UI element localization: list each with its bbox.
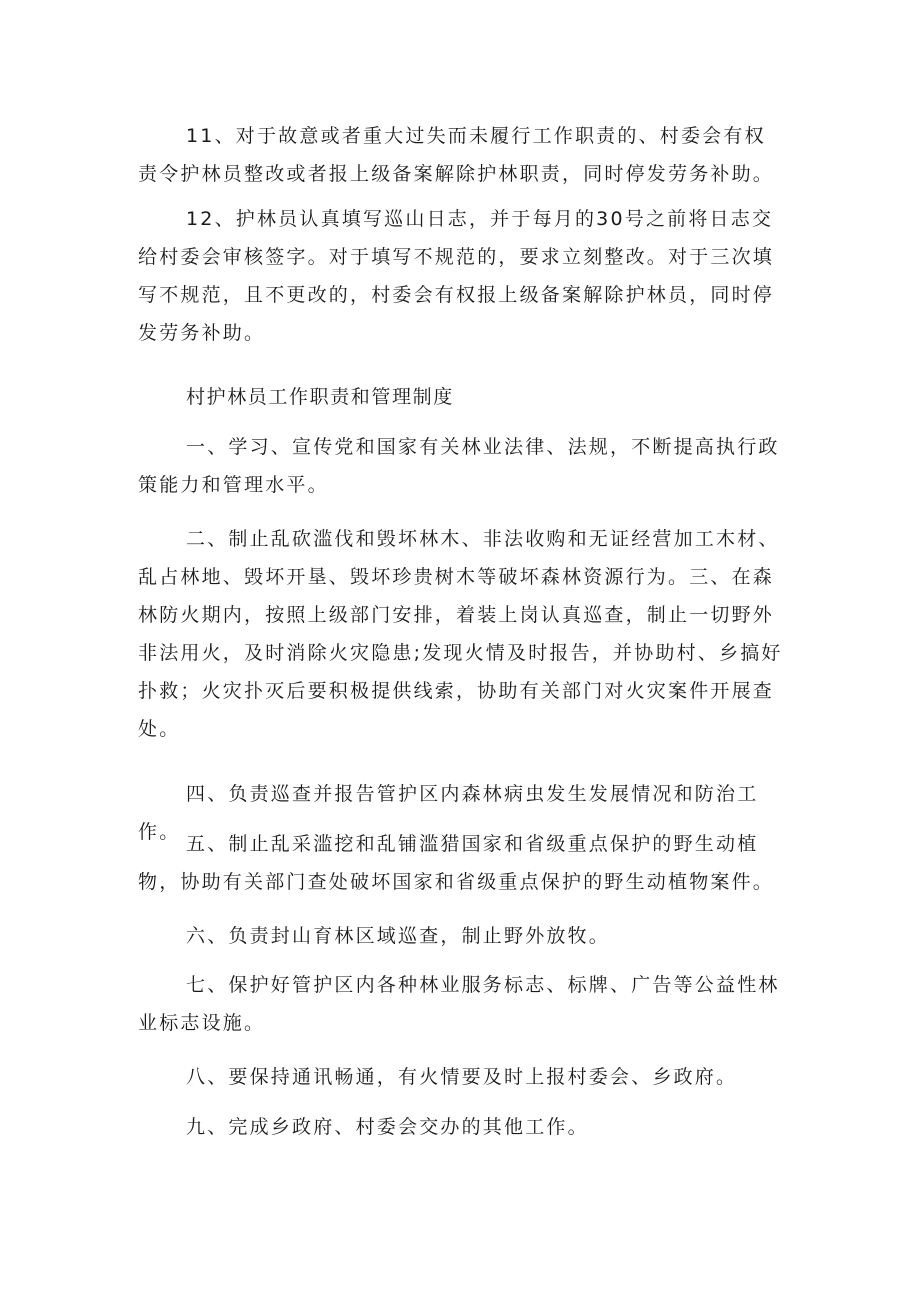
paragraph-item-12: 12、护林员认真填写巡山日志，并于每月的30号之前将日志交给村委会审核签字。对于填写不规范的，要求立刻整改。对于三次填写不规范，且不更改的，村委会有权报上级备案解除护林员，同时停发劳务补助。: [138, 208, 775, 344]
paragraph-duty-8: 八、要保持通讯畅通，有火情要及时上报村委会、乡政府。: [186, 1066, 738, 1088]
paragraph-duty-4: 四、负责巡查并报告管护区内森林病虫发生发展情况和防治工作。: [138, 783, 759, 843]
paragraph-duty-2-3: 二、制止乱砍滥伐和毁坏林木、非法收购和无证经营加工木材、乱占林地、毁坏开垦、毁坏珍贵树木等破坏森林资源行为。三、在森林防火期内，按照上级部门安排，着装上岗认真巡查，制止一切野外非法用火，及时消除火灾隐患;发现火情及时报告，并协助村、乡搞好扑救；火灾扑灭后要积极提供线索，协助有关部门对火灾案件开展查处。: [138, 528, 783, 740]
section-heading: 村护林员工作职责和管理制度: [186, 386, 454, 408]
paragraph-duty-7: 七、保护好管护区内各种林业服务标志、标牌、广告等公益性林业标志设施。: [138, 974, 780, 1034]
paragraph-duty-9: 九、完成乡政府、村委会交办的其他工作。: [186, 1116, 589, 1138]
paragraph-item-11: 11、对于故意或者重大过失而未履行工作职责的、村委会有权责令护林员整改或者报上级备案解除护林职责，同时停发劳务补助。: [138, 125, 775, 185]
paragraph-duty-1: 一、学习、宣传党和国家有关林业法律、法规，不断提高执行政策能力和管理水平。: [138, 436, 780, 496]
paragraph-duty-6: 六、负责封山育林区域巡查，制止野外放牧。: [186, 925, 611, 947]
paragraph-duty-5: 五、制止乱采滥挖和乱铺滥猎国家和省级重点保护的野生动植物，协助有关部门查处破坏国家和省级重点保护的野生动植物案件。: [138, 833, 775, 893]
